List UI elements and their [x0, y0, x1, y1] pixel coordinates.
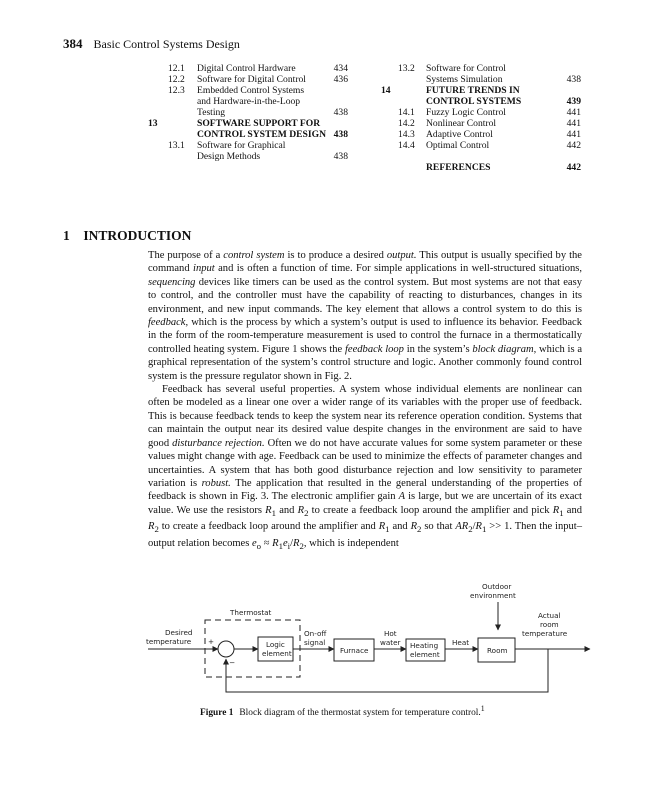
toc-entry-title: Software for Digital Control — [197, 74, 306, 85]
running-header — [63, 36, 240, 52]
caption-text: Block diagram of the thermostat system for temperature control. — [239, 708, 481, 719]
toc-entry-page: 438 — [333, 107, 348, 118]
label-hot: Hot — [384, 629, 397, 638]
toc-entry-page: 439 — [566, 96, 581, 107]
toc-entry-page: 442 — [566, 162, 581, 173]
toc-entry-title: REFERENCES — [426, 162, 491, 173]
toc-entry-title: Software for Control — [426, 63, 506, 74]
label-desired-temperature: temperature — [146, 637, 192, 646]
label-logic-element: element — [262, 649, 292, 658]
label-room: Room — [487, 646, 508, 655]
section-heading — [63, 228, 191, 244]
toc-entry-page: 441 — [566, 107, 581, 118]
label-thermostat: Thermostat — [230, 608, 272, 617]
label-onoff: On-off — [304, 629, 327, 638]
toc-entry-page: 438 — [333, 151, 348, 162]
toc-entry-title: CONTROL SYSTEM DESIGN — [197, 129, 327, 140]
toc-entry-number: 14.3 — [398, 129, 415, 140]
toc-entry-title: Fuzzy Logic Control — [426, 107, 506, 118]
page-number: 384 — [63, 36, 83, 51]
toc-entry-number: 12.1 — [168, 63, 185, 74]
label-environment: environment — [470, 591, 516, 600]
label-actual-temperature: temperature — [522, 629, 568, 638]
toc-entry-number: 14.2 — [398, 118, 415, 129]
toc-entry-title: Design Methods — [197, 151, 261, 162]
toc-entry-page: 441 — [566, 129, 581, 140]
figure-1-caption — [200, 704, 485, 718]
toc-entry-number: 14.1 — [398, 107, 415, 118]
toc-entry-title: Digital Control Hardware — [197, 63, 296, 74]
label-hot-water: water — [380, 638, 401, 647]
paragraph-1: The purpose of a control system is to produce a desired output. This output is usually specified by the command input and is often a function of time. For simple applications in well-structured situations, sequencing devices like timers can be used as the control system. But most systems are not that easy to control, and the controller must have the capability of reacting to disturbances, changes in its environment, and new input commands. The key element that allows a control system to do this is feedback, which is the process by which a system’s output is used to influence its behavior. Feedback in the form of the room-temperature measurement is used to control the furnace in a thermostatically controlled heating system. Figure 1 shows the feedback loop in the system’s block diagram, which is a graphical representation of the system’s control structure and logic. Another commonly found control system is the pressure regulator shown in Fig. 2. — [148, 250, 583, 382]
section-title: INTRODUCTION — [83, 228, 192, 243]
toc-entry-title: Embedded Control Systems — [197, 85, 305, 96]
toc-entry-page: 441 — [566, 118, 581, 129]
label-heating: Heating — [410, 641, 439, 650]
toc-entry-number: 14.4 — [398, 140, 415, 151]
toc-entry-number: 14 — [381, 85, 391, 96]
label-onoff-signal: signal — [304, 638, 326, 647]
toc-entry-title: Nonlinear Control — [426, 118, 497, 129]
label-desired: Desired — [165, 628, 193, 637]
body-text — [148, 249, 582, 553]
toc-entry-title: FUTURE TRENDS IN — [426, 85, 520, 96]
toc-entry-page: 442 — [566, 140, 581, 151]
toc-entry-title: Systems Simulation — [426, 74, 503, 85]
caption-label: Figure 1 — [200, 708, 234, 719]
toc-entry-title: SOFTWARE SUPPORT FOR — [197, 118, 321, 129]
label-actual: Actual — [538, 611, 561, 620]
toc-entry-title: CONTROL SYSTEMS — [426, 96, 522, 107]
running-title: Basic Control Systems Design — [93, 37, 240, 51]
toc-entry-number: 13 — [148, 118, 158, 129]
toc-entry-title: and Hardware-in-the-Loop — [197, 96, 301, 107]
figure-1-block-diagram — [0, 580, 647, 702]
toc-entry-page: 436 — [333, 74, 348, 85]
label-outdoor: Outdoor — [482, 582, 512, 591]
toc-entry-title: Testing — [197, 107, 226, 118]
section-number: 1 — [63, 228, 70, 243]
label-actual-room: room — [540, 620, 559, 629]
toc-entry-page: 438 — [566, 74, 581, 85]
toc-entry-page: 438 — [333, 129, 348, 140]
toc-entry-number: 12.3 — [168, 85, 185, 96]
label-heat: Heat — [452, 638, 470, 647]
caption-footnote-ref: 1 — [480, 704, 485, 713]
toc-entry-number: 13.2 — [398, 63, 415, 74]
sign-plus: + — [208, 637, 215, 646]
toc-entry-number: 12.2 — [168, 74, 185, 85]
toc-entry-title: Optimal Control — [426, 140, 490, 151]
label-furnace: Furnace — [340, 646, 369, 655]
summing-junction — [218, 641, 234, 657]
toc-entry-title: Adaptive Control — [426, 129, 493, 140]
label-logic: Logic — [266, 640, 285, 649]
label-heating-element: element — [410, 650, 440, 659]
toc-entry-number: 13.1 — [168, 140, 185, 151]
sign-minus: − — [229, 658, 236, 667]
toc-entry-page: 434 — [333, 63, 348, 74]
paragraph-2: Feedback has several useful properties. A system whose individual elements are nonlinear can often be modeled as a linear one over a wider range of its variables with the proper use of feedback. This is because feedback tends to keep the system near its reference operation condition. Systems that can maintain the output near its desired value despite changes in the environment are said to have good disturbance rejection. Often we do not have accurate values for some system parameter or these values might change with age. Feedback can be used to minimize the effects of parameter changes and uncertainties. A system that has both good disturbance rejection and low sensitivity to parameter variation is robust. The application that resulted in the general understanding of the properties of feedback is shown in Fig. 3. The electronic amplifier gain A is large, but we are uncertain of its exact value. We use the resistors $R_1$ and $R_2$ to create a feedback loop around the amplifier and pick $R_1$ and $R_2$ to create a feedback loop around the amplifier and $R_1$ and $R_2$ so that $AR_2/R_1 >> 1$. Then the input–output relation becomes $e_o \approx R_1e_i/R_2$, which is independent — [148, 384, 583, 551]
toc-entry-title: Software for Graphical — [197, 140, 286, 151]
